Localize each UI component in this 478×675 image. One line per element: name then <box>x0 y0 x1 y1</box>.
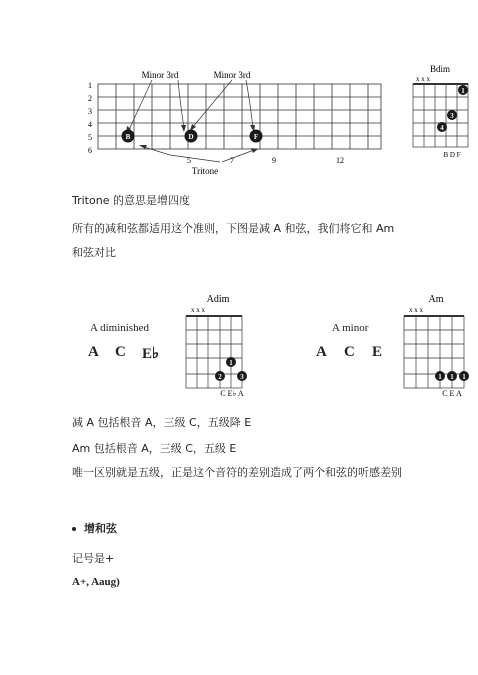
string-number-1: 1 <box>88 81 92 90</box>
bdim-finger-1-label: 1 <box>461 87 465 95</box>
adim-finger-3-label: 3 <box>240 373 244 381</box>
bdim-title: Bdim <box>429 64 451 74</box>
am-caption: A minor <box>332 322 369 334</box>
am-finger-1b-label: 1 <box>450 373 454 381</box>
am-note-a: A <box>316 344 327 360</box>
tritone-explanation: Tritone 的意思是增四度 <box>72 194 190 207</box>
aug-symbol-example: A+, Aaug) <box>72 576 120 588</box>
am-chord-diagram <box>398 290 476 400</box>
am-note-c: C <box>344 344 355 360</box>
fretboard-diagram <box>60 62 390 180</box>
string-number-3: 3 <box>88 107 92 116</box>
am-mutes: x x x <box>409 306 423 314</box>
note-f-label: F <box>253 133 259 141</box>
difference-explanation: 唯一区别就是五级，正是这个音符的差别造成了两个和弦的听感差别 <box>72 466 402 479</box>
adim-title: Adim <box>206 294 230 305</box>
fret-number-12: 12 <box>336 156 344 165</box>
adim-note-c: C <box>115 344 126 360</box>
bdim-finger-3-label: 3 <box>450 112 454 120</box>
am-note-e: E <box>372 344 383 360</box>
am-title: Am <box>428 294 444 305</box>
bdim-notes: B D F <box>443 151 461 159</box>
am-finger-1c-label: 1 <box>462 373 466 381</box>
adim-note-eb: E♭ <box>142 346 160 362</box>
string-number-5: 5 <box>88 133 92 142</box>
fret-number-9: 9 <box>272 156 276 165</box>
bullet-icon <box>72 527 76 531</box>
tritone-label: Tritone <box>191 166 219 176</box>
adim-finger-2-label: 2 <box>218 373 222 381</box>
adim-components: 减 A 包括根音 A，三级 C，五级降 E <box>72 416 252 429</box>
dim-chord-intro-line1: 所有的减和弦都适用这个准则，下图是减 A 和弦，我们将它和 Am <box>72 222 395 235</box>
adim-finger-1-label: 1 <box>229 359 233 367</box>
string-number-2: 2 <box>88 94 92 103</box>
dim-chord-intro-line2: 和弦对比 <box>72 246 116 259</box>
adim-notes: C E♭ A <box>220 389 244 398</box>
minor-third-label-2: Minor 3rd <box>213 70 251 80</box>
am-components: Am 包括根音 A，三级 C，五级 E <box>72 442 237 455</box>
bdim-mutes: x x x <box>416 75 430 83</box>
fret-number-7: 7 <box>230 156 234 165</box>
aug-heading <box>72 520 117 536</box>
string-number-6: 6 <box>88 146 92 155</box>
adim-note-a: A <box>88 344 99 360</box>
minor-third-label-1: Minor 3rd <box>141 70 179 80</box>
adim-chord-diagram <box>180 290 260 400</box>
note-b-label: B <box>125 133 131 141</box>
adim-mutes: x x x <box>191 306 205 314</box>
adim-caption: A diminished <box>90 322 149 334</box>
aug-symbol-note: 记号是+ <box>72 552 115 565</box>
am-finger-1a-label: 1 <box>438 373 442 381</box>
note-d-label: D <box>188 133 194 141</box>
am-notes: C E A <box>442 389 462 398</box>
fret-number-5: 5 <box>187 156 191 165</box>
string-number-4: 4 <box>88 120 92 129</box>
aug-heading-text: 增和弦 <box>84 522 117 535</box>
bdim-finger-4-label: 4 <box>440 124 444 132</box>
bdim-chord-diagram <box>405 62 475 162</box>
